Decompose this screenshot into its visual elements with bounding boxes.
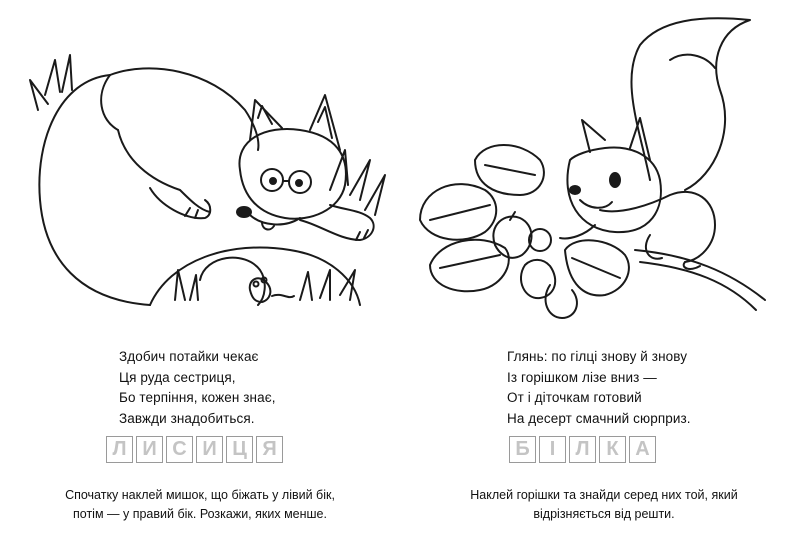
word-tiles-fox [106,436,283,463]
task-line: потім — у правий бік. Розкажи, яких менше. [73,507,327,521]
fox-poem [119,347,276,429]
letter-tile: И [196,436,223,463]
task-line: Спочатку наклей мишок, що біжать у лівий бік, [65,488,335,502]
word-tiles-squirrel [509,436,656,463]
poem-line: Бо терпіння, кожен знає, [119,390,276,405]
task-line: відрізняється від решти. [533,507,675,521]
fox-task-text [20,486,380,524]
poem-line: Глянь: по гілці знову й знову [507,349,688,364]
squirrel-task-text [424,486,784,524]
poem-line: Ця руда сестриця, [119,369,236,385]
letter-tile: Б [509,436,536,463]
letter-tile: Л [569,436,596,463]
letter-tile: Л [106,436,133,463]
letter-tile: І [539,436,566,463]
poem-line: На десерт смачний сюрприз. [507,410,691,426]
poem-line: Із горішком лізе вниз — [507,369,657,385]
letter-tile: С [166,436,193,463]
poem-line: Завжди знадобиться. [119,410,255,426]
poem-line: Здобич потайки чекає [119,349,259,364]
letter-tile: И [136,436,163,463]
squirrel-illustration [400,0,800,330]
letter-tile: К [599,436,626,463]
letter-tile: А [629,436,656,463]
squirrel-poem [507,347,691,429]
task-line: Наклей горішки та знайди серед них той, який [470,488,738,502]
poem-line: От і діточкам готовий [507,390,642,405]
letter-tile: Ц [226,436,253,463]
right-page [400,0,800,553]
fox-illustration [0,0,400,330]
letter-tile: Я [256,436,283,463]
